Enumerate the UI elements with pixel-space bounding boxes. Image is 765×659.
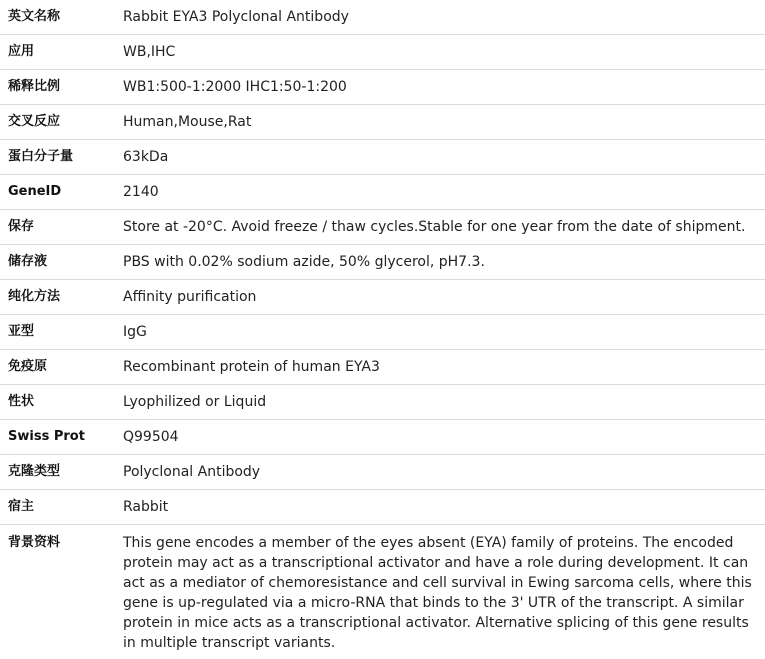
row-molecular-weight bbox=[0, 140, 765, 175]
row-label: 英文名称 bbox=[0, 0, 123, 35]
row-value: Lyophilized or Liquid bbox=[123, 385, 765, 420]
row-value: Affinity purification bbox=[123, 280, 765, 315]
row-label: 克隆类型 bbox=[0, 455, 123, 490]
row-storage bbox=[0, 210, 765, 245]
row-cross-reactivity bbox=[0, 105, 765, 140]
row-application bbox=[0, 35, 765, 70]
row-english-name bbox=[0, 0, 765, 35]
row-value: This gene encodes a member of the eyes absent (EYA) family of proteins. The encoded protein may act as a transcriptional activator and have a role during development. It can act as a mediator of chemoresistance and cell survival in Ewing sarcoma cells, where this gene is up-regulated via a micro-RNA that binds to the 3' UTR of the transcript. A similar protein in mice acts as a transcriptional activator. Alternative splicing of this gene results in multiple transcript variants. bbox=[123, 535, 752, 651]
row-dilution bbox=[0, 70, 765, 105]
row-label: 亚型 bbox=[0, 315, 123, 350]
row-value: Recombinant protein of human EYA3 bbox=[123, 350, 765, 385]
row-label: 纯化方法 bbox=[0, 280, 123, 315]
row-value: 2140 bbox=[123, 175, 765, 210]
row-swiss-prot bbox=[0, 420, 765, 455]
row-background bbox=[0, 525, 765, 658]
row-label: 背景资料 bbox=[8, 535, 61, 550]
row-value: WB1:500-1:2000 IHC1:50-1:200 bbox=[123, 70, 765, 105]
row-label: 应用 bbox=[0, 35, 123, 70]
row-label: 储存液 bbox=[0, 245, 123, 280]
row-value: IgG bbox=[123, 315, 765, 350]
row-value: 63kDa bbox=[123, 140, 765, 175]
row-label: 交叉反应 bbox=[0, 105, 123, 140]
row-value: Store at -20°C. Avoid freeze / thaw cycles.Stable for one year from the date of shipment. bbox=[123, 210, 765, 245]
row-immunogen bbox=[0, 350, 765, 385]
row-label: GeneID bbox=[0, 175, 123, 210]
row-value: Rabbit bbox=[123, 490, 765, 525]
row-isotype bbox=[0, 315, 765, 350]
row-label: 蛋白分子量 bbox=[0, 140, 123, 175]
row-storage-buffer bbox=[0, 245, 765, 280]
row-label: Swiss Prot bbox=[0, 420, 123, 455]
row-label: 保存 bbox=[0, 210, 123, 245]
row-label: 免疫原 bbox=[0, 350, 123, 385]
row-value: PBS with 0.02% sodium azide, 50% glycerol, pH7.3. bbox=[123, 245, 765, 280]
row-host bbox=[0, 490, 765, 525]
row-value: WB,IHC bbox=[123, 35, 765, 70]
row-value: Q99504 bbox=[123, 420, 765, 455]
row-label: 性状 bbox=[0, 385, 123, 420]
row-clonality bbox=[0, 455, 765, 490]
row-label: 宿主 bbox=[0, 490, 123, 525]
row-value: Polyclonal Antibody bbox=[123, 455, 765, 490]
row-form bbox=[0, 385, 765, 420]
row-label: 稀释比例 bbox=[0, 70, 123, 105]
row-value: Human,Mouse,Rat bbox=[123, 105, 765, 140]
row-purification bbox=[0, 280, 765, 315]
row-gene-id bbox=[0, 175, 765, 210]
row-value: Rabbit EYA3 Polyclonal Antibody bbox=[123, 0, 765, 35]
